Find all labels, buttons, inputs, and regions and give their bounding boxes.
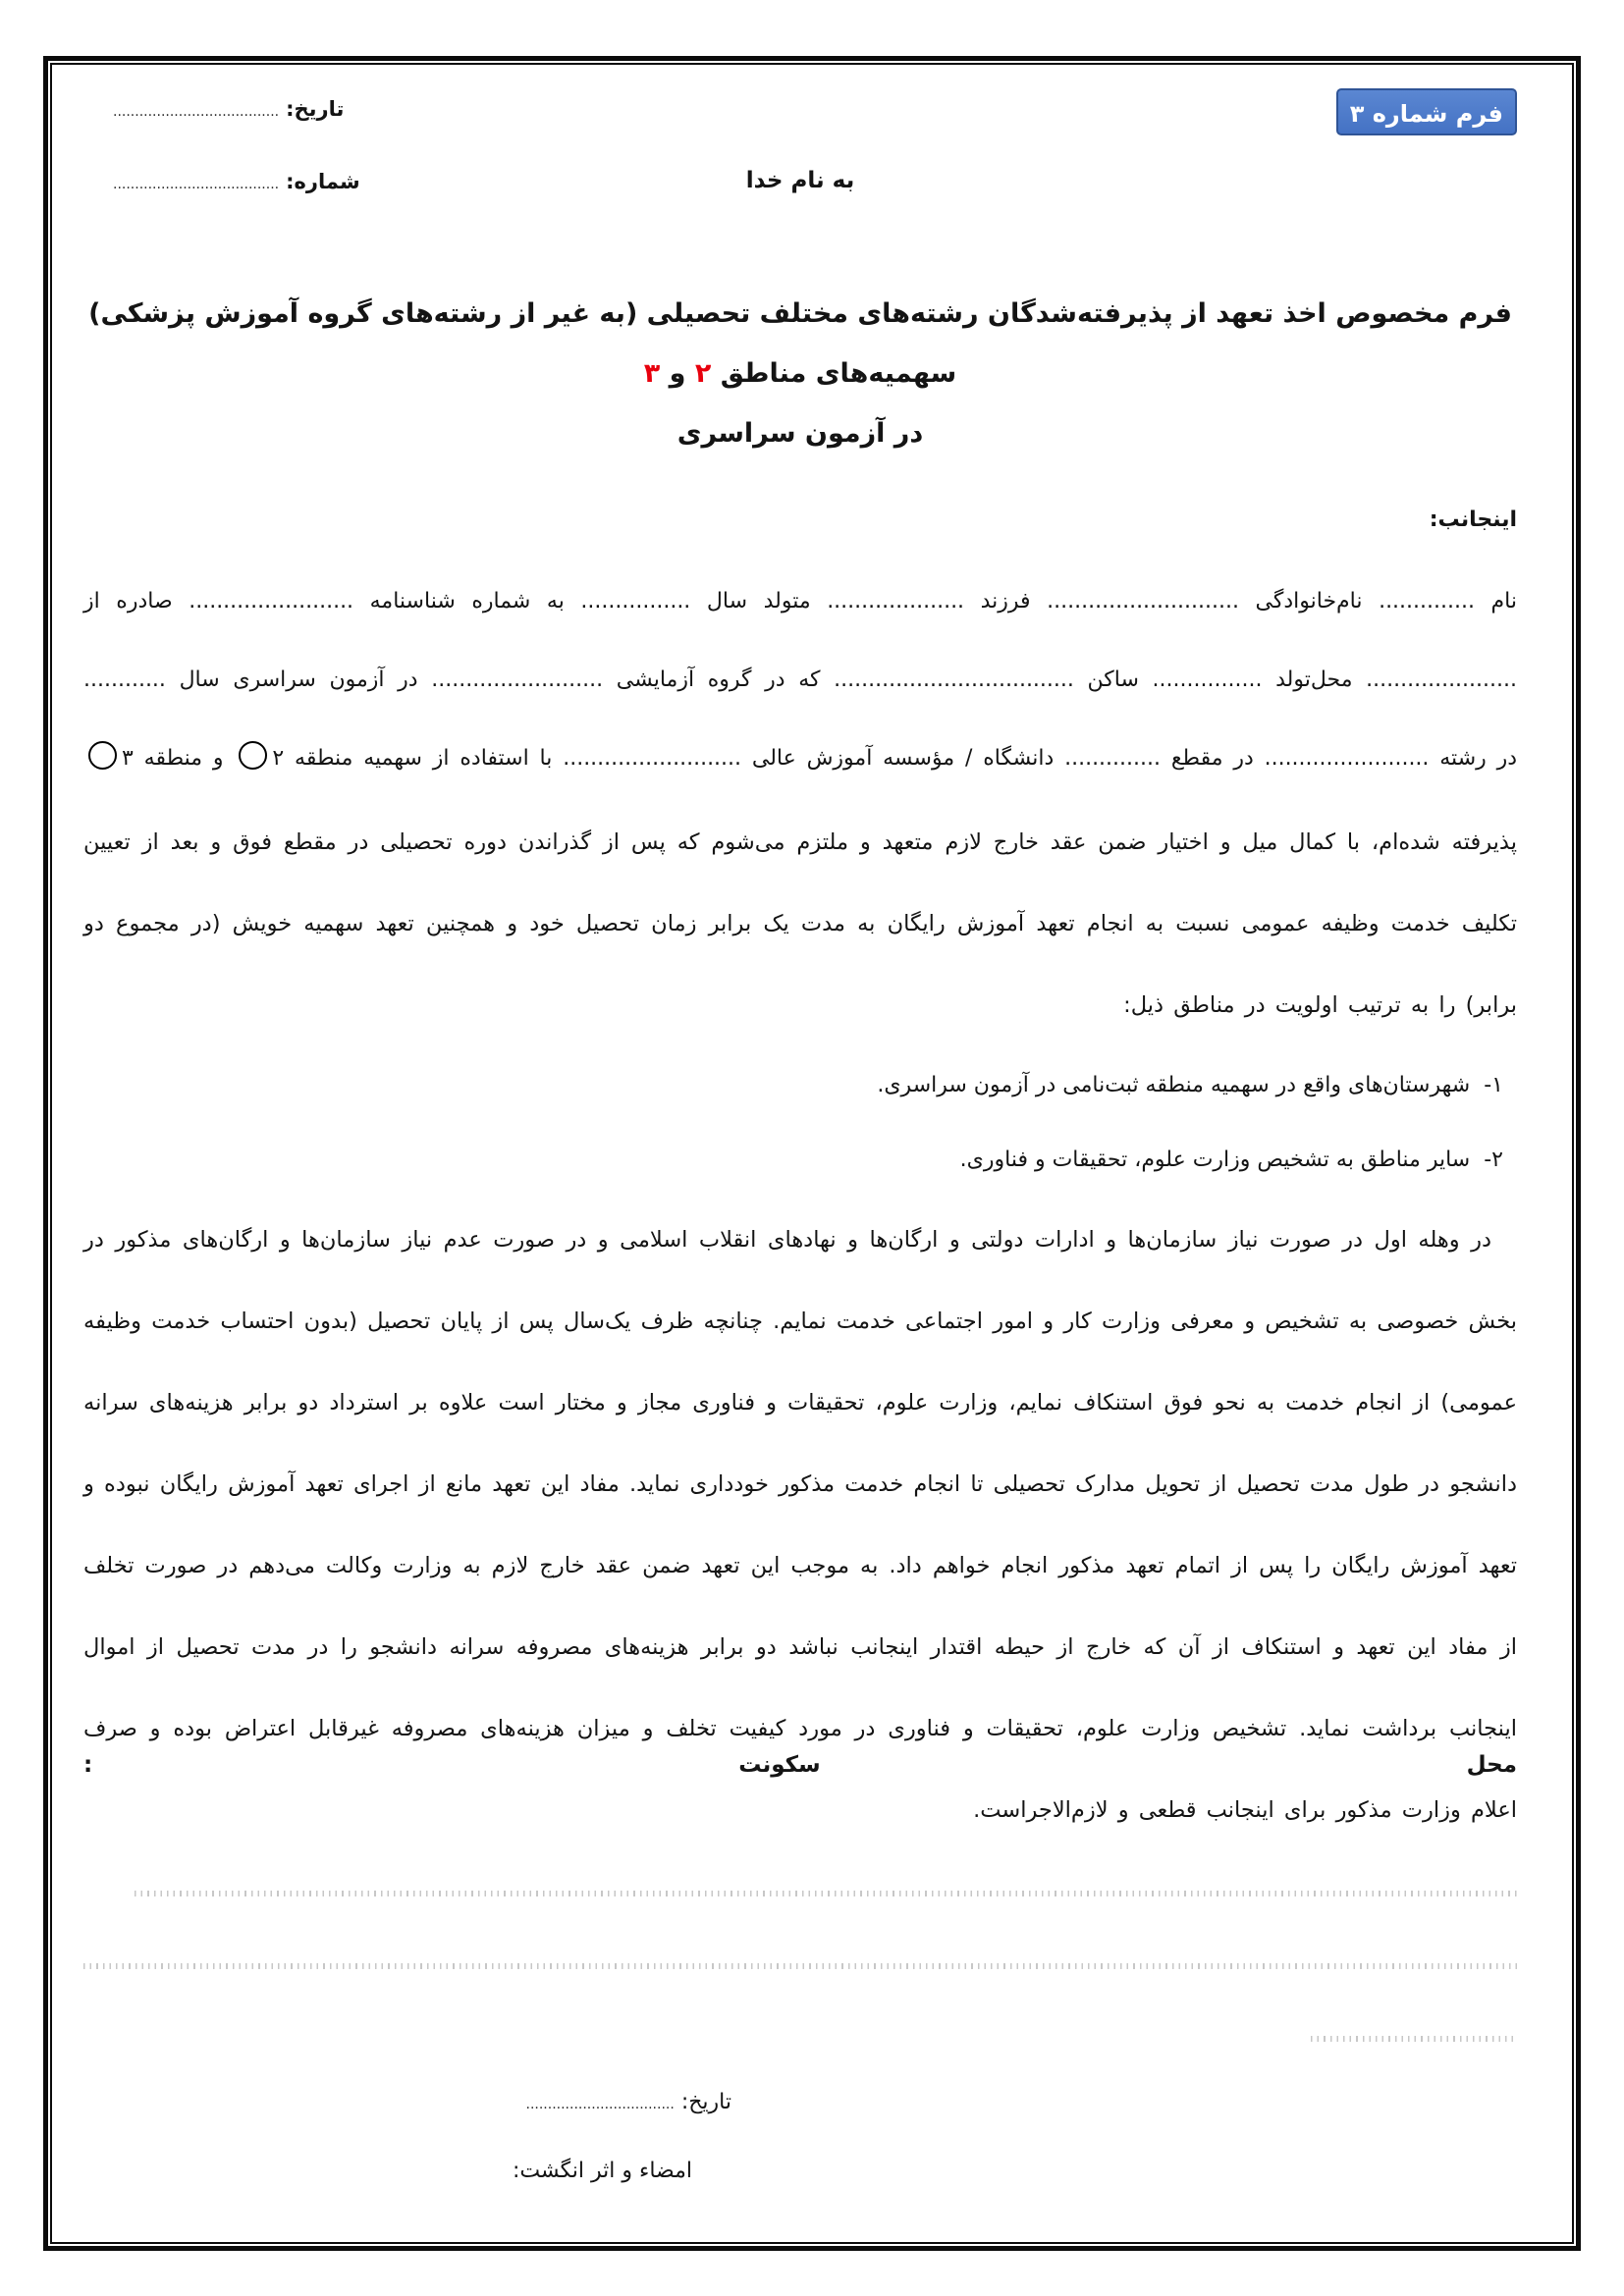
- number-field[interactable]: [113, 165, 360, 199]
- commitment-paragraph: پذیرفته شده‌ام، با کمال میل و اختیار ضمن عقد خارج لازم متعهد و ملتزم می‌شوم که پس از گذراندن دوره تحصیلی در مقطع فوق و بعد از تعیین تکلیف خدمت وظیفه عمومی نسبت به انجام تعهد آموزش رایگان به مدت یک برابر زمان تحصیل خود و همچنین تعهد سهمیه خویش (در مجموع دو برابر) را به ترتیب اولویت در مناطق ذیل:: [83, 829, 1517, 1019]
- fill-in-line-1[interactable]: نام .............. نام‌خانوادگی ............................ فرزند .................... متولد سال ................ به شماره شناسنامه ........................ صادره از: [83, 589, 1517, 614]
- residence-row: [83, 1745, 1517, 1785]
- list-item: [83, 1048, 1517, 1123]
- residence-colon: :: [83, 1752, 93, 1778]
- list-item-number: ۲-: [1484, 1148, 1503, 1173]
- priority-list: [83, 1048, 1517, 1198]
- number-label: شماره:: [286, 170, 360, 193]
- date-label: تاریخ:: [286, 97, 345, 121]
- page-border: [43, 56, 1581, 2251]
- terms-paragraph: در وهله اول در صورت نیاز سازمان‌ها و ادارات دولتی و ارگان‌ها و نهادهای انقلاب اسلامی و در صورت عدم نیاز سازمان‌ها و ارگان‌های مذکور در بخش خصوصی به تشخیص و معرفی وزارت کار و امور اجتماعی خدمت نمایم. چنانچه ظرف یک‌سال پس از پایان تحصیل (بدون احتساب خدمت وظیفه عمومی) از انجام خدمت به نحو فوق استنکاف نمایم، وزارت علوم، تحقیقات و فناوری مجاز و مختار است علاوه بر استرداد دو برابر هزینه‌های سرانه دانشجو در طول مدت تحصیل از تحویل مدارک تحصیلی تا انجام خدمت مذکور خودداری نماید. مفاد این تعهد مانع از اجرای تعهد آموزش رایگان نبوده و تعهد آموزش رایگان را پس از اتمام تعهد مذکور انجام خواهم داد. به موجب این تعهد ضمن عقد خارج لازم به وزارت وکالت می‌دهم در صورت تخلف از مفاد این تعهد و استنکاف از آن که خارج از حیطه اقتدار اینجانب نباشد دو برابر هزینه‌های مصروفه سرانه دانشجو را در مدت تحصیل از اموال اینجانب برداشت نماید. تشخیص وزارت علوم، تحقیقات و فناوری در مورد کیفیت تخلف و میزان هزینه‌های مصروفه غیرقابل اعتراض بوده و صرف اعلام وزارت مذکور برای اینجانب قطعی و لازم‌الاجراست.: [83, 1227, 1517, 1824]
- date-blank[interactable]: ......................................: [113, 104, 280, 120]
- page-border-inner: [50, 63, 1574, 2244]
- number-blank[interactable]: ......................................: [113, 177, 280, 192]
- fill-in-line-3-text-b: و منطقه ۳: [122, 746, 235, 772]
- list-item-number: ۱-: [1484, 1073, 1503, 1098]
- form-number-badge: فرم شماره ۳: [1336, 88, 1517, 135]
- form-title: [83, 285, 1517, 463]
- signature-fingerprint-label[interactable]: امضاء و اثر انگشت:: [512, 2159, 692, 2183]
- signature-date-blank[interactable]: ..................................: [525, 2097, 675, 2112]
- list-item-text: شهرستان‌های واقع در سهمیه منطقه ثبت‌نامی در آزمون سراسری.: [877, 1073, 1471, 1098]
- applicant-heading: اینجانب:: [1429, 507, 1517, 533]
- date-field[interactable]: [113, 92, 344, 127]
- fill-in-line-3[interactable]: [83, 720, 1517, 798]
- region-3-checkbox[interactable]: [88, 741, 117, 770]
- form-content: [52, 65, 1572, 2242]
- fill-in-section: [83, 562, 1517, 798]
- title-region-2: ۲: [694, 357, 712, 389]
- address-write-line-2[interactable]: [83, 1963, 1517, 1969]
- address-write-line-1[interactable]: [135, 1891, 1517, 1896]
- region-2-checkbox[interactable]: [239, 741, 267, 770]
- title-line2: در آزمون سراسری: [677, 417, 924, 449]
- list-item: [83, 1123, 1517, 1198]
- address-write-line-3[interactable]: [1311, 2036, 1517, 2042]
- list-item-text: سایر مناطق به تشخیص وزارت علوم، تحقیقات و فناوری.: [959, 1148, 1471, 1173]
- title-region-3: ۳: [643, 357, 661, 389]
- residence-word-mahall: محل: [1466, 1752, 1517, 1778]
- form-header: [83, 75, 1517, 230]
- signature-section: [83, 1745, 1517, 2189]
- fill-in-line-3-text: در رشته ........................ در مقطع .............. دانشگاه / مؤسسه آموزش عالی .......................... با استفاده از سهمیه منطقه ۲: [272, 746, 1517, 772]
- signature-date-field[interactable]: [83, 2085, 731, 2122]
- fill-in-line-2[interactable]: ...................... محل‌تولد ................ ساکن ................................... که در گروه آزمایشی ......................... در آزمون سراسری سال ............: [83, 667, 1517, 693]
- title-and: و: [660, 357, 695, 389]
- bismillah-text: به نام خدا: [745, 168, 855, 193]
- residence-word-sokoonat: سکونت: [738, 1752, 821, 1778]
- signature-date-label: تاریخ:: [680, 2090, 731, 2114]
- title-text: فرم مخصوص اخذ تعهد از پذیرفته‌شدگان رشته‌های مختلف تحصیلی (به غیر از رشته‌های گروه آموزش پزشکی) سهمیه‌های مناطق: [88, 298, 1512, 389]
